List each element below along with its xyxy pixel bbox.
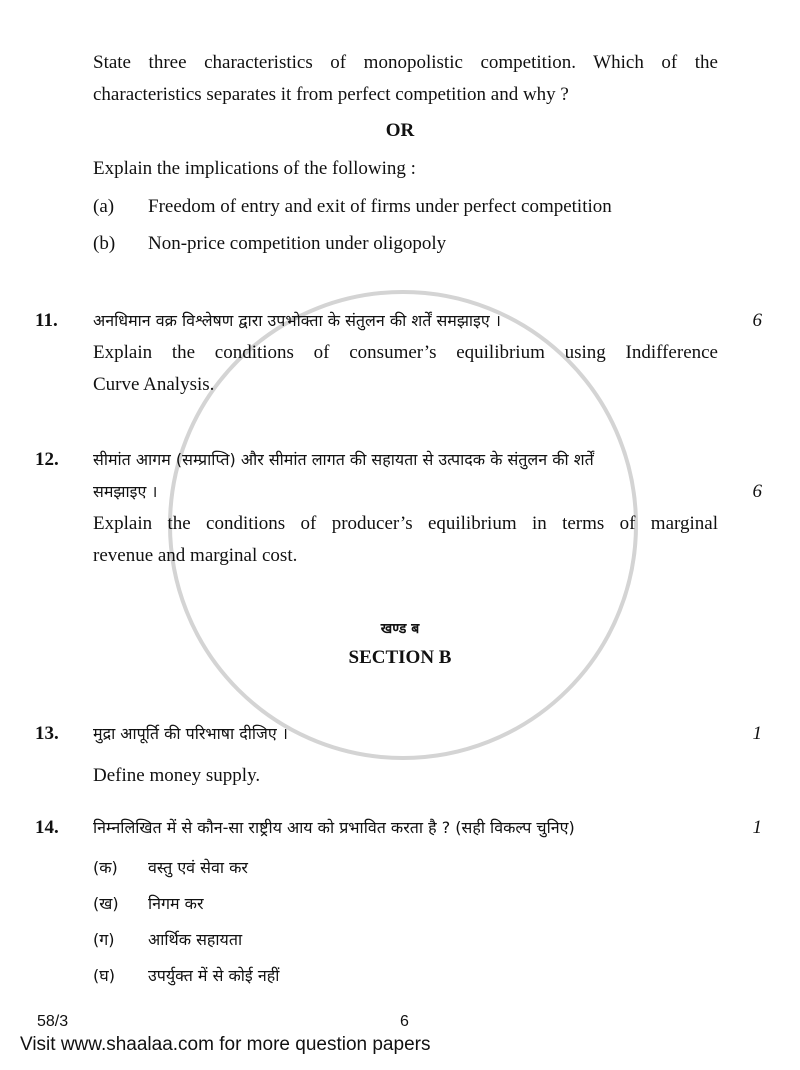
option-text: निगम कर xyxy=(148,894,204,913)
question-11 xyxy=(0,305,800,401)
paper-code: 58/3 xyxy=(37,1013,69,1030)
question-number: 14. xyxy=(35,817,59,838)
page-number: 6 xyxy=(400,1013,409,1030)
footer-meta xyxy=(0,1012,800,1032)
question-english: revenue and marginal cost. xyxy=(93,545,298,566)
question-number: 13. xyxy=(35,723,59,744)
question-block xyxy=(0,47,800,111)
question-hindi: अनधिमान वक्र विश्लेषण द्वारा उपभोक्ता के संतुलन की शर्तें समझाइए । xyxy=(93,311,501,330)
question-12 xyxy=(0,444,800,572)
question-number: 12. xyxy=(35,449,59,470)
question-marks: 1 xyxy=(752,817,762,838)
question-13 xyxy=(0,718,800,792)
question-text: State three characteristics of monopolistic competition. Which of the xyxy=(93,52,718,73)
option xyxy=(93,924,718,956)
question-text-block xyxy=(93,718,718,792)
or-divider: OR xyxy=(385,120,415,141)
option xyxy=(93,228,718,260)
question-text-block xyxy=(93,305,718,401)
question-marks: 6 xyxy=(752,310,762,331)
question-text: Explain the implications of the following : xyxy=(93,158,416,179)
option-text: उपर्युक्त में से कोई नहीं xyxy=(148,966,280,985)
question-english: Explain the conditions of consumer’s equilibrium using Indifference xyxy=(93,342,718,363)
question-text-block xyxy=(93,47,718,111)
option-label: (b) xyxy=(93,233,116,254)
section-title: SECTION B xyxy=(348,647,452,668)
option xyxy=(93,888,718,920)
question-text-block xyxy=(93,153,718,260)
option xyxy=(93,191,718,223)
option-label: (ख) xyxy=(93,894,119,913)
question-hindi: निम्नलिखित में से कौन-सा राष्ट्रीय आय को प्रभावित करता है ? (सही विकल्प चुनिए) xyxy=(93,818,575,837)
option-label: (a) xyxy=(93,196,115,217)
question-english: Curve Analysis. xyxy=(93,374,215,395)
question-english: Define money supply. xyxy=(93,765,261,786)
section-title-hindi: खण्ड ब xyxy=(380,621,420,637)
question-number: 11. xyxy=(35,310,58,331)
question-14 xyxy=(0,812,800,992)
question-hindi: सीमांत आगम (सम्प्राप्ति) और सीमांत लागत की सहायता से उत्पादक के संतुलन की शर्तें xyxy=(93,450,594,469)
option-label: (ग) xyxy=(93,930,115,949)
question-text-block xyxy=(93,444,718,572)
question-marks: 6 xyxy=(752,481,762,502)
option xyxy=(93,960,718,992)
question-marks: 1 xyxy=(752,723,762,744)
question-hindi: मुद्रा आपूर्ति की परिभाषा दीजिए । xyxy=(93,724,288,743)
visit-link[interactable]: Visit www.shaalaa.com for more question papers xyxy=(20,1034,431,1055)
option-text: वस्तु एवं सेवा कर xyxy=(148,858,248,877)
option-text: Non-price competition under oligopoly xyxy=(148,233,447,254)
question-text-block xyxy=(93,812,718,992)
question-block xyxy=(0,153,800,260)
question-text: characteristics separates it from perfect competition and why ? xyxy=(93,84,569,105)
question-hindi: समझाइए । xyxy=(93,482,158,501)
option-text: Freedom of entry and exit of firms under perfect competition xyxy=(148,196,612,217)
question-english: Explain the conditions of producer’s equilibrium in terms of marginal xyxy=(93,513,718,534)
option-label: (घ) xyxy=(93,966,115,985)
option-text: आर्थिक सहायता xyxy=(148,930,243,949)
footer xyxy=(0,1012,800,1058)
option-label: (क) xyxy=(93,858,118,877)
option xyxy=(93,852,718,884)
